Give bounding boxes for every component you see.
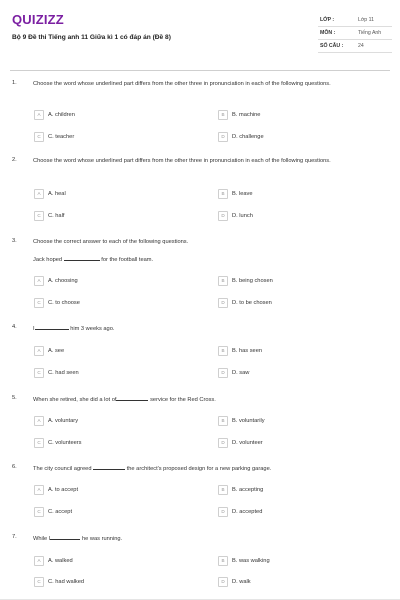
option-text: A. choosing [48, 278, 78, 284]
meta-row-grade [318, 14, 392, 27]
option-letter: C [34, 132, 44, 142]
option-a[interactable] [34, 346, 64, 356]
answer-blank [116, 395, 148, 401]
question-text [33, 464, 383, 474]
option-text: C. teacher [48, 134, 75, 140]
option-text: D. challenge [232, 134, 264, 140]
option-text: A. voluntary [48, 418, 79, 424]
option-b[interactable] [218, 110, 260, 120]
option-b[interactable] [218, 556, 270, 566]
meta-label: LỚP : [320, 17, 335, 23]
option-c[interactable] [34, 211, 64, 221]
sentence-end: the architect's proposed design for a new parking garage. [126, 466, 272, 472]
option-letter: C [34, 211, 44, 221]
option-letter: B [218, 189, 228, 199]
option-letter: B [218, 110, 228, 120]
option-letter: A [34, 110, 44, 120]
option-letter: D [218, 368, 228, 378]
option-text: C. to choose [48, 300, 80, 306]
question-text: Choose the correct answer to each of the following questions. [33, 239, 189, 245]
question-text: Choose the word whose underlined part differs from the other three in pronunciation in each of the following questions. [33, 158, 331, 164]
option-text: A. children [48, 112, 75, 118]
answer-blank [35, 324, 69, 330]
meta-value: Lớp 11 [358, 17, 374, 23]
question-number: 2. [12, 157, 17, 163]
option-c[interactable] [34, 577, 84, 587]
question-3-sentence [33, 255, 373, 263]
option-letter: B [218, 416, 228, 426]
option-text: C. volunteers [48, 440, 82, 446]
option-letter: A [34, 276, 44, 286]
sentence-start: Jack hoped [33, 257, 63, 263]
meta-row-subject [318, 27, 392, 40]
option-text: D. to be chosen [232, 300, 272, 306]
option-text: D. volunteer [232, 440, 263, 446]
option-text: B. accepting [232, 487, 264, 493]
option-text: B. was walking [232, 558, 270, 564]
option-a[interactable] [34, 416, 78, 426]
worksheet-header [0, 0, 400, 62]
option-d[interactable] [218, 132, 264, 142]
option-b[interactable] [218, 189, 253, 199]
option-text: A. heal [48, 191, 66, 197]
option-letter: C [34, 577, 44, 587]
option-text: D. walk [232, 579, 251, 585]
option-c[interactable] [34, 368, 79, 378]
option-b[interactable] [218, 485, 263, 495]
option-letter: A [34, 416, 44, 426]
option-text: D. lunch [232, 213, 253, 219]
option-text: A. see [48, 348, 65, 354]
sentence-end: for the football team. [101, 257, 154, 263]
option-d[interactable] [218, 438, 263, 448]
option-a[interactable] [34, 556, 73, 566]
sentence-start: When she retired, she did a lot of [33, 397, 117, 403]
option-text: C. accept [48, 509, 73, 515]
option-letter: D [218, 507, 228, 517]
option-text: B. being chosen [232, 278, 273, 284]
option-letter: D [218, 577, 228, 587]
question-number: 3. [12, 238, 17, 244]
answer-blank [93, 464, 125, 470]
option-a[interactable] [34, 485, 78, 495]
meta-value: Tiếng Anh [358, 30, 382, 36]
question-text: Choose the word whose underlined part differs from the other three in pronunciation in each of the following questions. [33, 81, 331, 87]
option-b[interactable] [218, 416, 265, 426]
option-d[interactable] [218, 368, 249, 378]
option-text: D. accepted [232, 509, 263, 515]
option-letter: A [34, 189, 44, 199]
sentence-start: I [33, 326, 35, 332]
quizizz-logo[interactable]: QUIZIZZ [12, 12, 64, 27]
option-letter: A [34, 556, 44, 566]
option-letter: D [218, 211, 228, 221]
sentence-end: him 3 weeks ago. [70, 326, 115, 332]
option-text: C. had walked [48, 579, 85, 585]
option-letter: B [218, 556, 228, 566]
option-text: D. saw [232, 370, 250, 376]
option-d[interactable] [218, 211, 253, 221]
option-letter: B [218, 485, 228, 495]
option-letter: C [34, 438, 44, 448]
option-a[interactable] [34, 110, 75, 120]
sentence-start: While I [33, 536, 51, 542]
option-c[interactable] [34, 132, 74, 142]
option-d[interactable] [218, 298, 272, 308]
question-number: 6. [12, 464, 17, 470]
meta-label: MÔN : [320, 30, 336, 36]
option-letter: C [34, 298, 44, 308]
meta-value: 24 [358, 43, 364, 49]
option-text: A. to accept [48, 487, 79, 493]
header-divider [10, 70, 390, 71]
option-letter: B [218, 346, 228, 356]
option-a[interactable] [34, 189, 66, 199]
meta-label: SỐ CÂU : [320, 43, 344, 49]
option-b[interactable] [218, 346, 262, 356]
option-d[interactable] [218, 507, 262, 517]
option-text: B. has seen [232, 348, 263, 354]
option-letter: B [218, 276, 228, 286]
sentence-end: he was running. [81, 536, 123, 542]
option-letter: C [34, 368, 44, 378]
option-letter: D [218, 132, 228, 142]
option-d[interactable] [218, 577, 251, 587]
option-text: B. leave [232, 191, 253, 197]
answer-blank [64, 255, 100, 261]
option-letter: D [218, 298, 228, 308]
option-letter: C [34, 507, 44, 517]
option-text: A. walked [48, 558, 73, 564]
worksheet-title: Bộ 9 Đề thi Tiếng anh 11 Giữa kì 1 có đáp án (Đề 8) [12, 34, 171, 41]
question-number: 7. [12, 534, 17, 540]
question-number: 4. [12, 324, 17, 330]
option-letter: D [218, 438, 228, 448]
option-text: C. half [48, 213, 65, 219]
question-text [33, 324, 383, 334]
sentence-start: The city council agreed [33, 466, 92, 472]
option-text: B. machine [232, 112, 261, 118]
option-letter: A [34, 485, 44, 495]
answer-blank [50, 534, 80, 540]
question-text [33, 534, 383, 544]
option-a[interactable] [34, 276, 78, 286]
option-letter: A [34, 346, 44, 356]
option-c[interactable] [34, 298, 80, 308]
worksheet-meta [318, 14, 392, 53]
question-number: 5. [12, 395, 17, 401]
option-c[interactable] [34, 438, 82, 448]
option-c[interactable] [34, 507, 72, 517]
question-number: 1. [12, 80, 17, 86]
meta-row-count [318, 40, 392, 53]
option-text: B. voluntarily [232, 418, 265, 424]
option-text: C. had seen [48, 370, 79, 376]
question-text [33, 395, 383, 405]
option-b[interactable] [218, 276, 273, 286]
sentence-end: service for the Red Cross. [150, 397, 216, 403]
